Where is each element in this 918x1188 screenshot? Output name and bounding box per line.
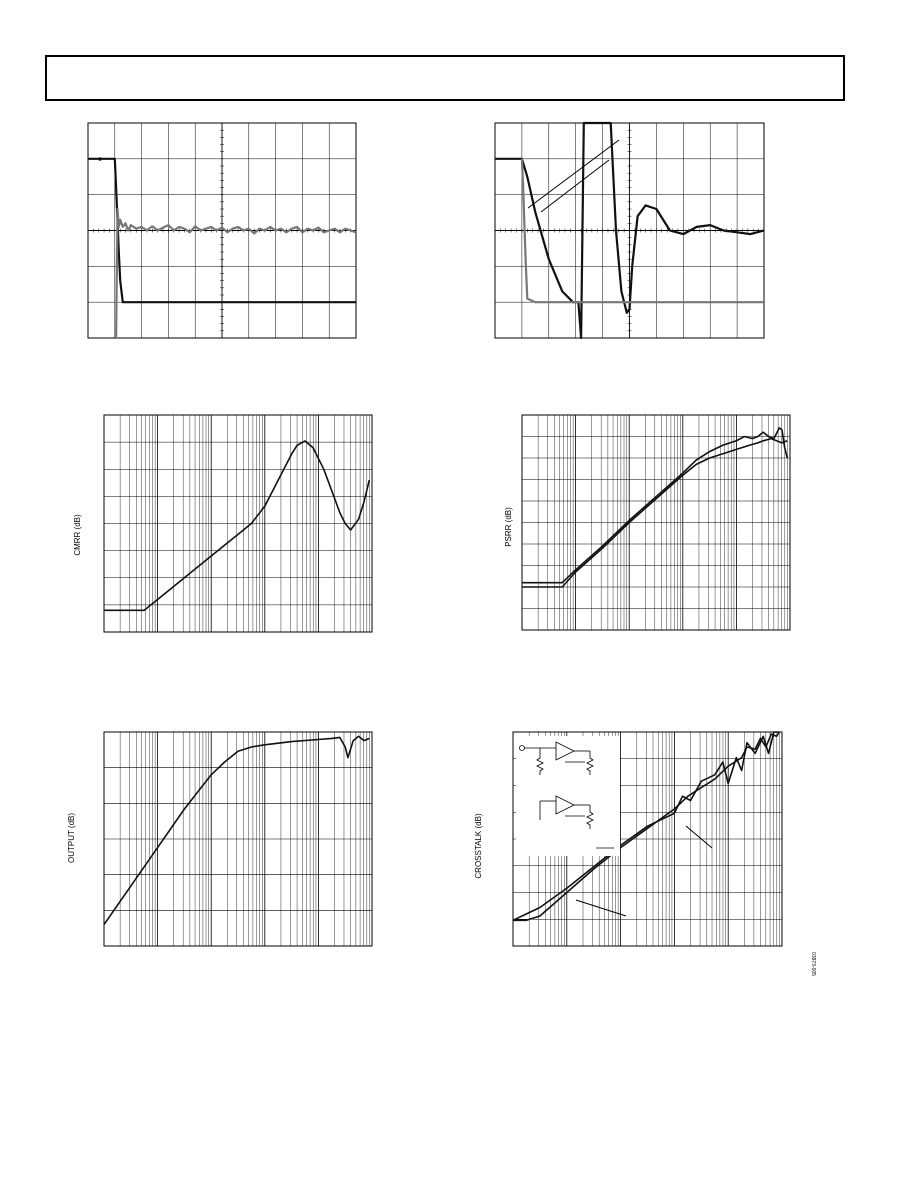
panel-scope-left bbox=[88, 123, 356, 338]
scope-right-arrow-1 bbox=[528, 140, 619, 208]
cmrr-ylabel: CMRR (dB) bbox=[73, 514, 82, 556]
panel-output bbox=[67, 732, 372, 946]
psrr-ylabel: PSRR (dB) bbox=[504, 507, 513, 547]
output-ylabel: OUTPUT (dB) bbox=[67, 812, 76, 864]
panel-cmrr bbox=[73, 415, 372, 632]
psrr-grid bbox=[522, 415, 790, 630]
scope-left-marker bbox=[98, 157, 102, 161]
crosstalk-ylabel: CROSSTALK (dB) bbox=[474, 813, 483, 879]
scope-left-series-line-1 bbox=[116, 209, 356, 338]
crosstalk-arrow-1 bbox=[686, 826, 712, 848]
output-grid bbox=[104, 732, 372, 946]
panel-crosstalk bbox=[474, 732, 782, 946]
crosstalk-arrow-2 bbox=[576, 900, 626, 916]
panel-psrr bbox=[504, 415, 790, 630]
side-code: 03873-005 bbox=[810, 952, 816, 976]
crosstalk-schematic bbox=[516, 736, 620, 856]
panel-scope-right bbox=[495, 123, 764, 338]
scope-right-arrow-2 bbox=[541, 160, 609, 212]
cmrr-grid bbox=[104, 415, 372, 632]
